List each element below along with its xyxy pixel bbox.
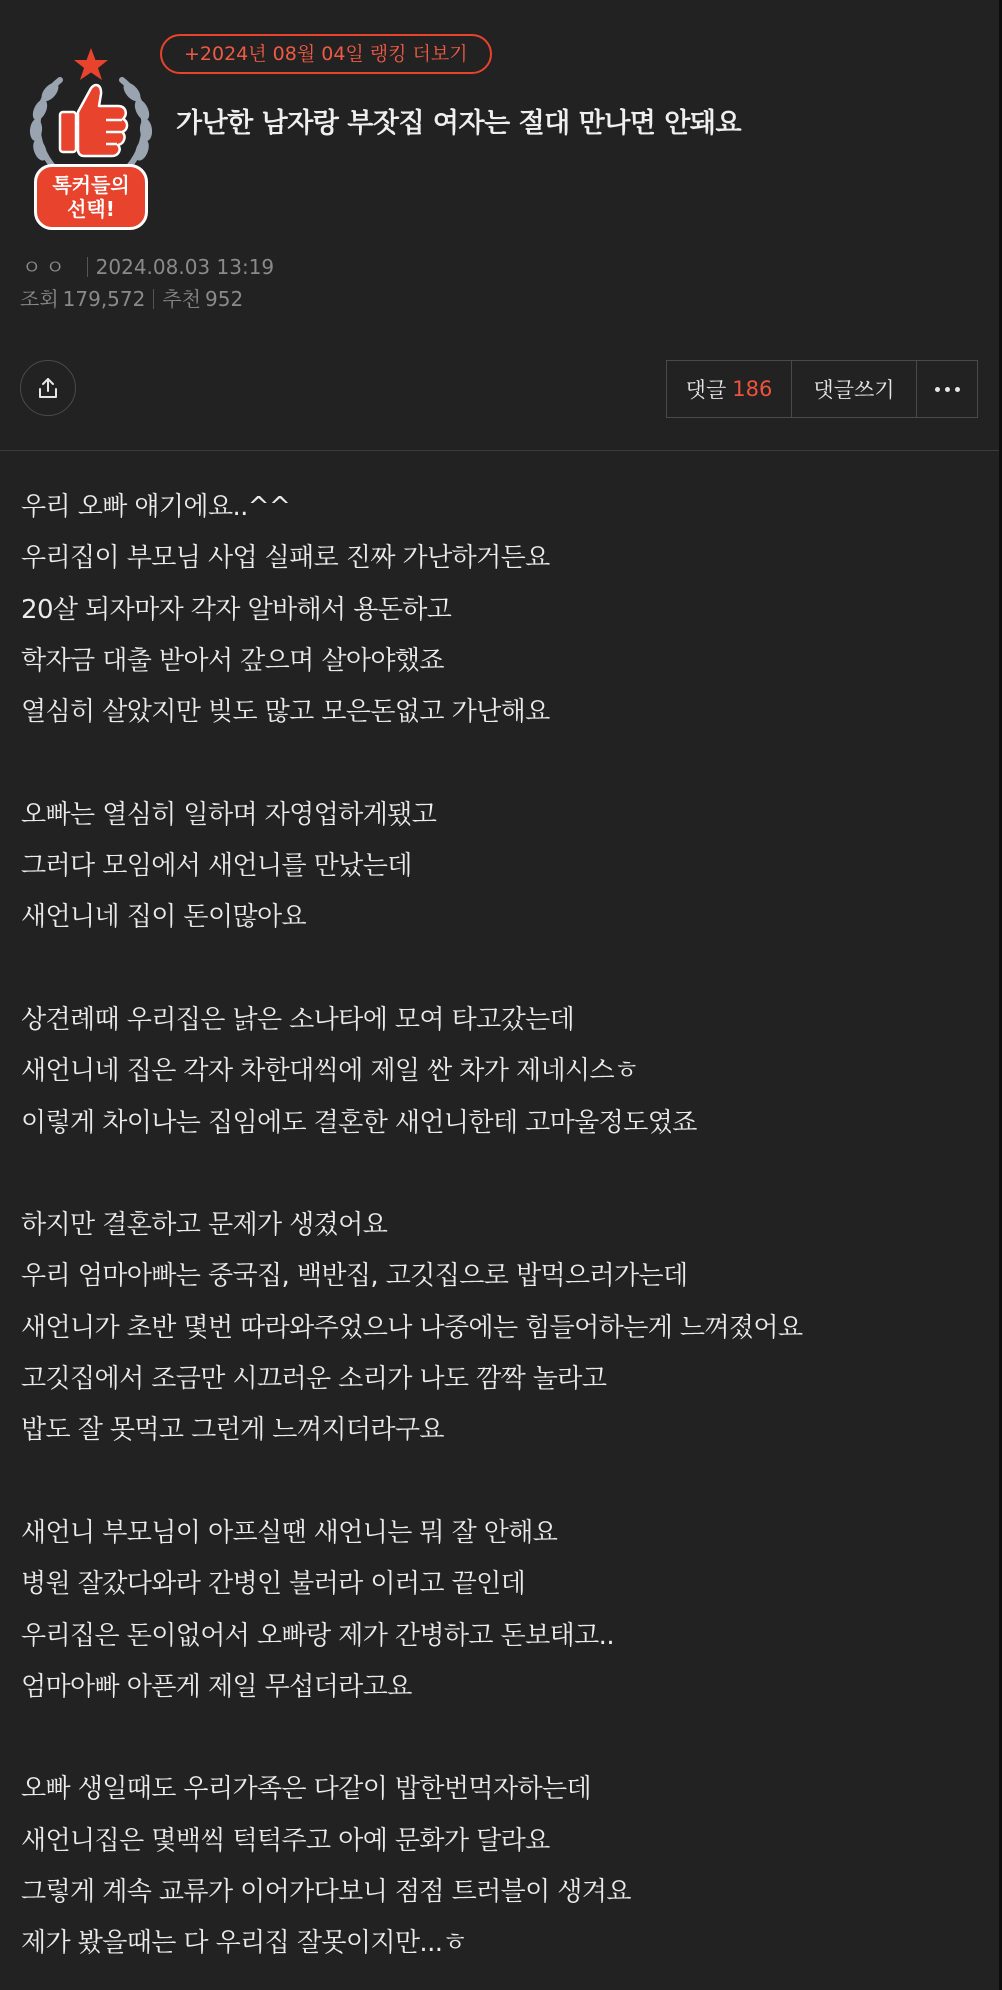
post-body-line: 우리 엄마아빠는 중국집, 백반집, 고깃집으로 밥먹으러가는데 [21, 1261, 688, 1292]
post-body-line: 새언니네 집이 돈이많아요 [21, 902, 307, 933]
meta-separator [153, 289, 154, 309]
post-body-line: 병원 잘갔다와라 간병인 불러라 이러고 끝인데 [21, 1569, 526, 1600]
post-body-line: 20살 되자마자 각자 알바해서 용돈하고 [21, 594, 452, 625]
post-body-line: 오빠 생일때도 우리가족은 다같이 밥한번먹자하는데 [21, 1774, 592, 1805]
views-count: 179,572 [62, 287, 146, 311]
post-title: 가난한 남자랑 부잣집 여자는 절대 만나면 안돼요 [176, 108, 742, 139]
post-body-line: 새언니 부모님이 아프실땐 새언니는 뭐 잘 안해요 [21, 1517, 558, 1548]
recommend-count: 952 [205, 287, 244, 311]
post-body-line: 열심히 살았지만 빚도 많고 모은돈없고 가난해요 [21, 697, 550, 728]
post-body [21, 482, 981, 1970]
post-body-line: 그러다 모임에서 새언니를 만났는데 [21, 851, 412, 882]
more-dots-icon [935, 387, 960, 392]
post-body-line: 우리집은 돈이없어서 오빠랑 제가 간병하고 돈보태고.. [21, 1620, 615, 1651]
post-body-line [21, 1713, 981, 1764]
post-body-line: 우리 오빠 얘기에요..^^ [21, 492, 291, 522]
comments-label: 댓글 [685, 378, 727, 402]
post-author[interactable]: ㅇㅇ [22, 255, 69, 279]
comments-button[interactable] [666, 360, 792, 418]
share-button[interactable] [20, 360, 76, 416]
post-body-line: 밥도 잘 못먹고 그런게 느껴지더라구요 [21, 1415, 444, 1446]
post-body-line: 하지만 결혼하고 문제가 생겼어요 [21, 1210, 388, 1241]
post-body-line [21, 1457, 981, 1508]
write-comment-button[interactable] [791, 360, 917, 418]
post-body-line [21, 944, 981, 995]
post-body-line: 상견례때 우리집은 낡은 소나타에 모여 타고갔는데 [21, 1004, 575, 1035]
badge-label [34, 164, 148, 230]
post-meta-author-date [22, 254, 274, 280]
badge-label-line2: 선택! [67, 197, 115, 221]
recommend-label: 추천 [162, 287, 201, 311]
share-icon [37, 377, 59, 399]
post-body-line: 제가 봤을때는 다 우리집 잘못이지만...ㅎ [21, 1928, 467, 1959]
post-body-line [21, 738, 981, 789]
post-body-line: 학자금 대출 받아서 갚으며 살아야했죠 [21, 645, 444, 676]
header-divider [0, 450, 999, 451]
post-meta-stats [20, 286, 243, 312]
post-body-line: 엄마아빠 아픈게 제일 무섭더라고요 [21, 1671, 412, 1702]
comments-count: 186 [732, 377, 773, 401]
meta-separator [87, 257, 88, 277]
post-body-line: 우리집이 부모님 사업 실패로 진짜 가난하거든요 [21, 543, 550, 574]
post-datetime: 2024.08.03 13:19 [95, 255, 275, 279]
post-body-line: 새언니네 집은 각자 차한대씩에 제일 싼 차가 제네시스ㅎ [21, 1056, 639, 1087]
write-comment-label: 댓글쓰기 [813, 378, 895, 402]
more-button[interactable] [916, 360, 978, 418]
post-body-line: 고깃집에서 조금만 시끄러운 소리가 나도 깜짝 놀라고 [21, 1364, 607, 1395]
post-body-line [21, 1149, 981, 1200]
talkers-choice-badge [20, 40, 162, 240]
ranking-more-link[interactable]: +2024년 08월 04일 랭킹 더보기 [160, 34, 492, 74]
views-label: 조회 [20, 287, 59, 311]
post-body-line: 새언니집은 몇백씩 턱턱주고 아예 문화가 달라요 [21, 1825, 550, 1856]
badge-label-line1: 톡커들의 [52, 173, 130, 197]
post-body-line: 새언니가 초반 몇번 따라와주었으나 나중에는 힘들어하는게 느껴졌어요 [21, 1312, 803, 1343]
post-body-line: 그렇게 계속 교류가 이어가다보니 점점 트러블이 생겨요 [21, 1877, 631, 1908]
post-body-line: 이렇게 차이나는 집임에도 결혼한 새언니한테 고마울정도였죠 [21, 1107, 697, 1138]
post-action-buttons [666, 360, 978, 418]
post-body-line: 오빠는 열심히 일하며 자영업하게됐고 [21, 799, 437, 830]
